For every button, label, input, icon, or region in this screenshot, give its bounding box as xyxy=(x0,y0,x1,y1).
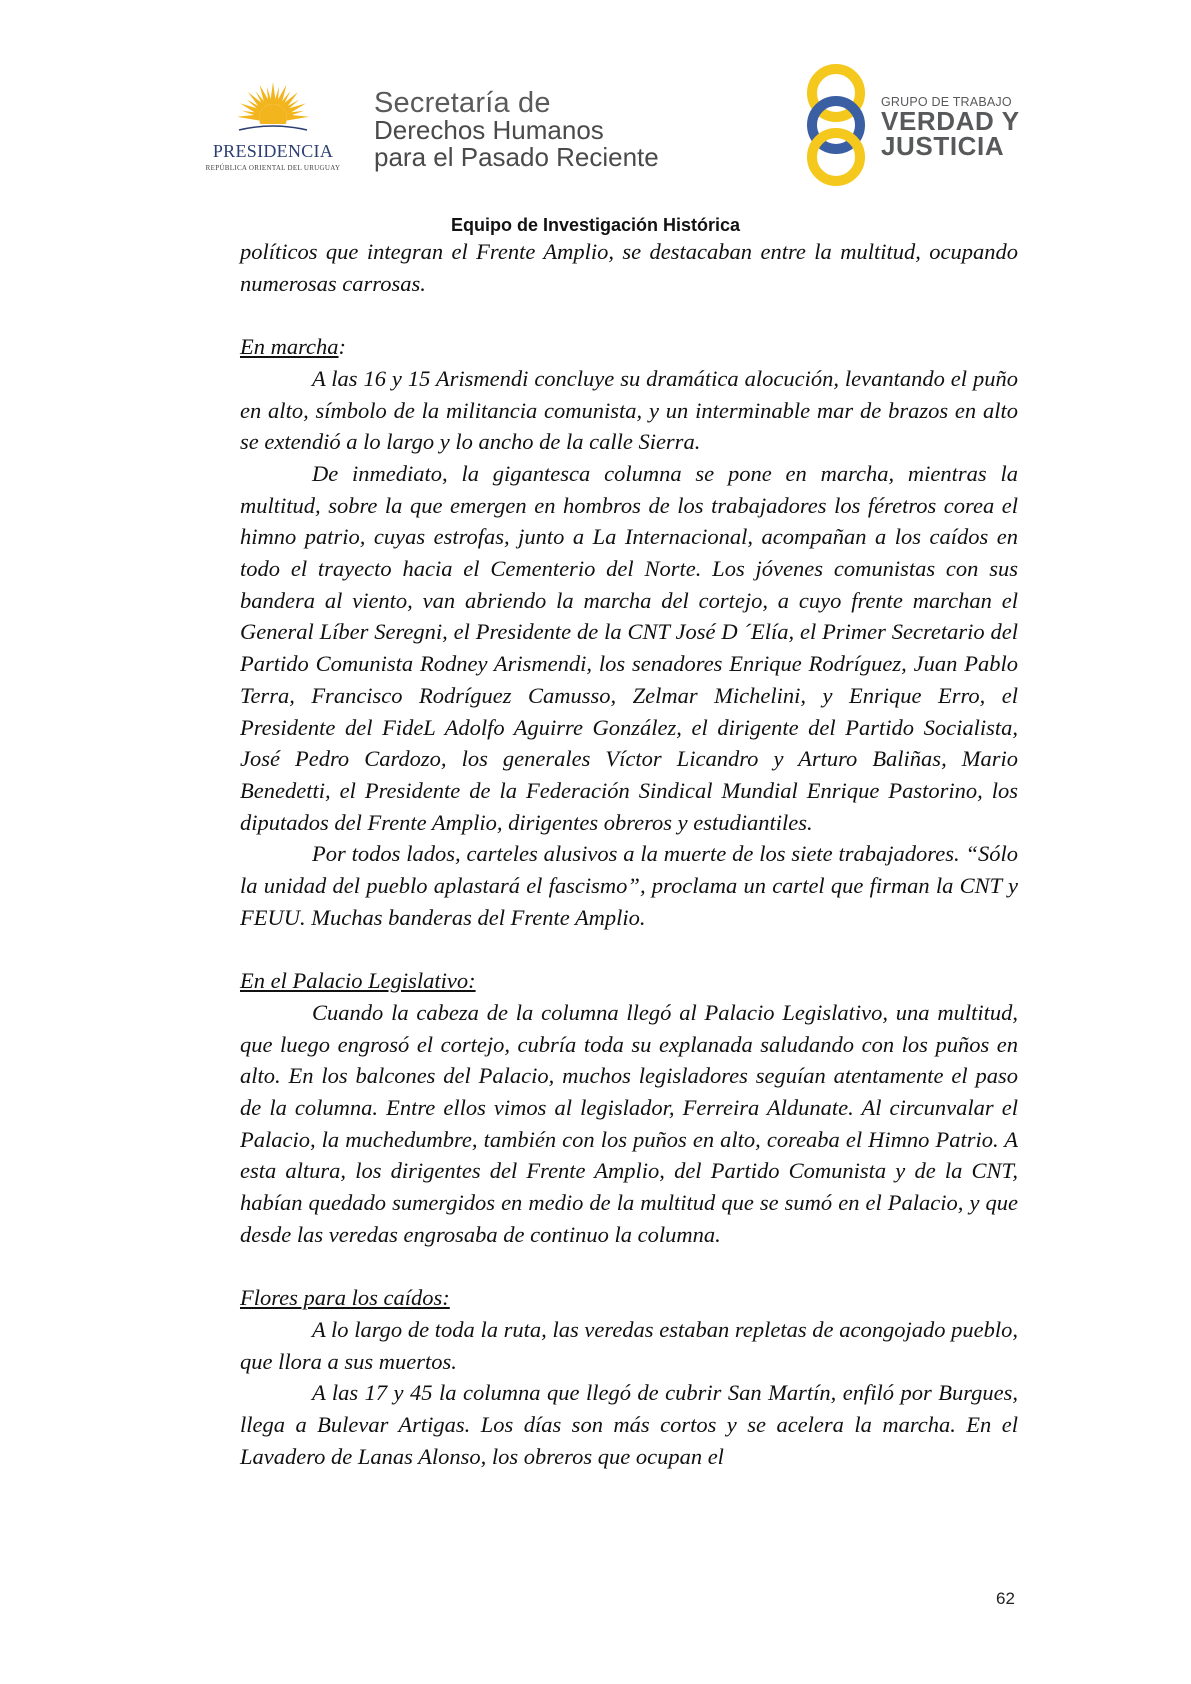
grupo-trabajo-text xyxy=(881,95,1020,159)
heading-colon: : xyxy=(338,334,347,360)
grupo-justicia-label: JUSTICIA xyxy=(881,131,1005,161)
grupo-verdad-label: VERDAD Y xyxy=(881,106,1020,136)
grupo-small-label: GRUPO DE TRABAJO xyxy=(881,95,1012,109)
heading-text: En el Palacio Legislativo: xyxy=(240,968,476,994)
presidencia-label: PRESIDENCIA xyxy=(212,141,334,161)
page-header xyxy=(0,0,1191,205)
paragraph-continuation: políticos que integran el Frente Amplio, se destacaban entre la multitud, ocupando numerosas carrosas. xyxy=(240,239,1018,296)
grupo-trabajo-logo xyxy=(806,62,1026,187)
paragraph: De inmediato, la gigantesca columna se pone en marcha, mientras la multitud, sobre la que emergen en hombros de los trabajadores los féretros corea el himno patrio, cuyas estrofas, junto a La Internacional, acompañan a los caídos en todo el trayecto hacia el Cementerio del Norte. Los jóvenes comunistas con sus bandera al viento, van abriendo la marcha del cortejo, a cuyo frente marchan el General Líber Seregni, el Presidente de la CNT José D ´Elía, el Primer Secretario del Partido Comunista Rodney Arismendi, los senadores Enrique Rodríguez, Juan Pablo Terra, Francisco Rodríguez Camusso, Zelmar Michelini, y Enrique Erro, el Presidente del FideL Adolfo Aguirre González, el dirigente del Partido Socialista, José Pedro Cardozo, los generales Víctor Licandro y Arturo Baliñas, Mario Benedetti, el Presidente de la Federación Sindical Mundial Enrique Pastorino, los diputados del Frente Amplio, dirigentes obreros y estudiantiles. xyxy=(240,460,1018,835)
secretaria-line3: para el Pasado Reciente xyxy=(374,142,659,172)
paragraph: Por todos lados, carteles alusivos a la muerte de los siete trabajadores. “Sólo la unidad del pueblo aplastará el fascismo”, proclama un cartel que firman la CNT y FEUU. Muchas banderas del Frente Amplio. xyxy=(240,841,1018,930)
paragraph: Cuando la cabeza de la columna llegó al Palacio Legislativo, una multitud, que luego engrosó el cortejo, cubría toda su explanada saludando con los puños en alto. En los balcones del Palacio, muchos legisladores seguían atentamente el paso de la columna. Entre ellos vimos al legislador, Ferreira Aldunate. Al circunvalar el Palacio, la muchedumbre, también con los puños en alto, coreaba el Himno Patrio. A esta altura, los dirigentes del Frente Amplio, del Partido Comunista y de la CNT, habían quedado sumergidos en medio de la multitud que se sumó en el Palacio, y que desde las veredas engrosaba de continuo la columna. xyxy=(240,999,1018,1247)
page-number: 62 xyxy=(996,1589,1015,1608)
document-body xyxy=(240,236,1018,1472)
section-heading-en-marcha xyxy=(240,331,1018,363)
section-heading-palacio xyxy=(240,965,1018,997)
presidencia-logo xyxy=(193,78,353,188)
paragraph: A las 16 y 15 Arismendi concluye su dramática alocución, levantando el puño en alto, símbolo de la militancia comunista, y un interminable mar de brazos en alto se extendió a lo largo y lo ancho de la calle Sierra. xyxy=(240,365,1018,455)
secretaria-line1: Secretaría de xyxy=(374,87,551,119)
heading-text: Flores para los caídos: xyxy=(240,1285,450,1311)
secretaria-line2: Derechos Humanos xyxy=(374,115,604,145)
sun-emblem-icon xyxy=(233,78,313,140)
team-title: Equipo de Investigación Histórica xyxy=(450,215,741,235)
paragraph-last: A las 17 y 45 la columna que llegó de cubrir San Martín, enfiló por Burgues, llega a Bulevar Artigas. Los días son más cortos y se acelera la marcha. En el Lavadero de Lanas Alonso, los obreros que ocupan el xyxy=(240,1380,1018,1469)
secretaria-title xyxy=(374,87,659,172)
heading-text: En marcha xyxy=(240,334,339,360)
presidencia-subtitle: REPÚBLICA ORIENTAL DEL URUGUAY xyxy=(205,164,341,172)
paragraph: A lo largo de toda la ruta, las veredas estaban repletas de acongojado pueblo, que llora a sus muertos. xyxy=(240,1316,1018,1374)
section-heading-flores xyxy=(240,1282,1018,1314)
linked-rings-icon xyxy=(806,62,876,187)
